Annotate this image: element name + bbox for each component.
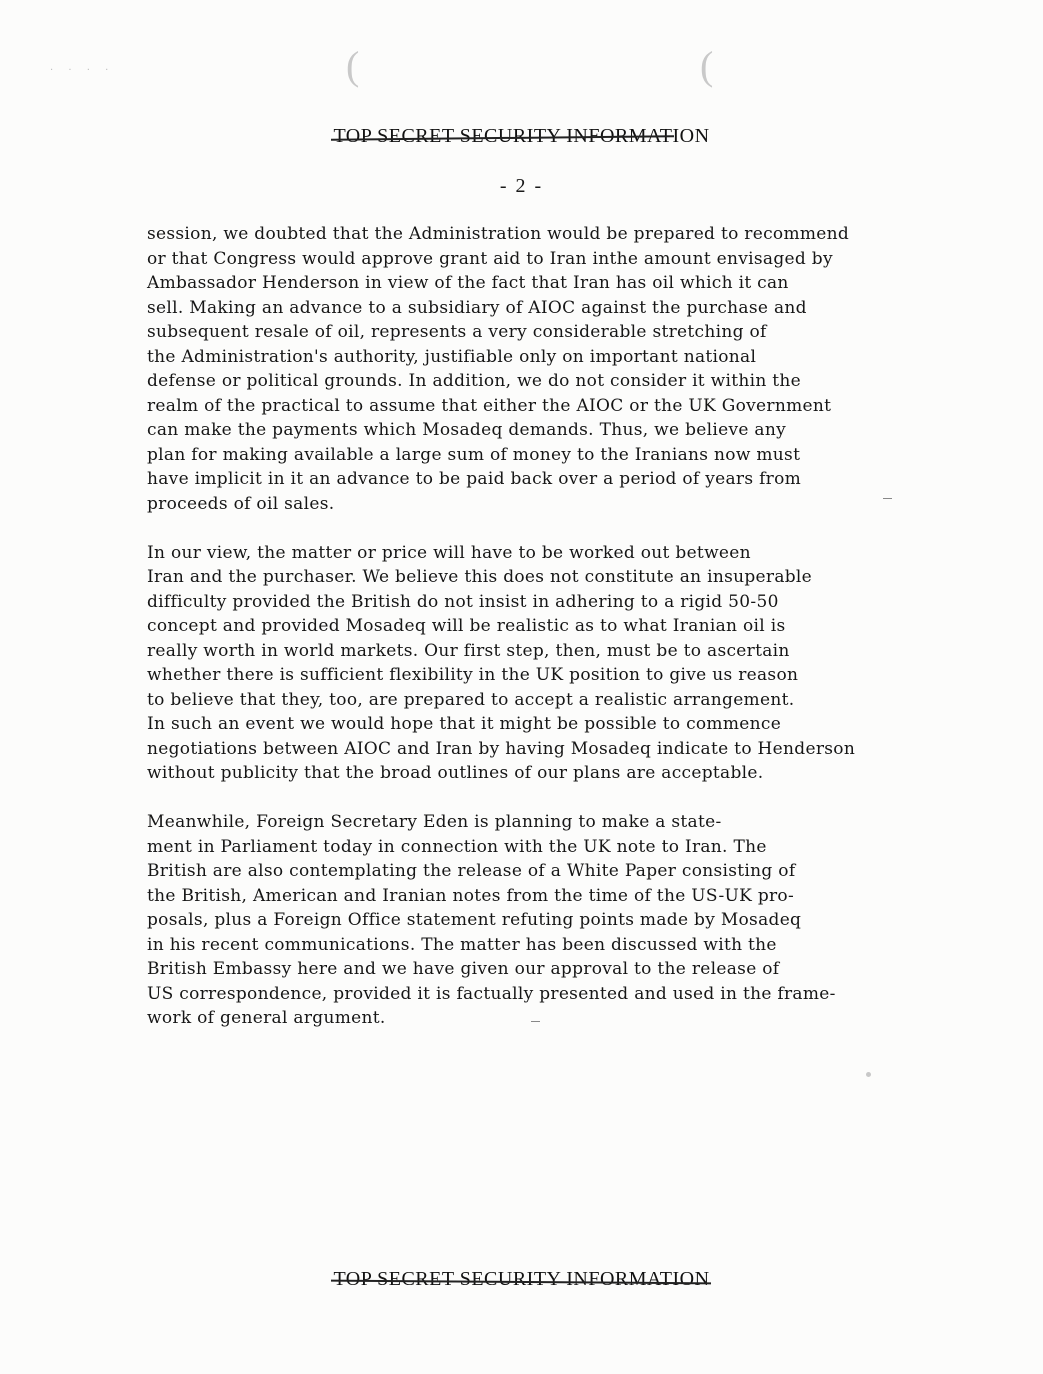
document-body <box>147 222 997 1055</box>
paragraph-3: Meanwhile, Foreign Secretary Eden is planning to make a state- ment in Parliament today in connection with the UK note to Iran. The British are also contemplating the release of a White Paper consisting of the British, American and Iranian notes from the time of the US-UK pro- posals, plus a Foreign Office statement refuting points made by Mosadeq in his recent communications. The matter has been discussed with the British Embassy here and we have given our approval to the release of US correspondence, provided it is factually presented and used in the frame- work of general argument. <box>147 812 836 1028</box>
punch-hole-mark-left: ( <box>346 43 360 88</box>
footer-classification <box>0 1268 1043 1291</box>
punch-hole-mark-right: ( <box>700 43 714 88</box>
stray-mark <box>531 1021 540 1022</box>
struck-classification-text: TOP SECRET SECURITY INFORMATION <box>333 1268 710 1290</box>
paragraph-1: session, we doubted that the Administration would be prepared to recommend or that Congress would approve grant aid to Iran inthe amount envisaged by Ambassador Henderson in view of the fact that Iran has oil which it can sell. Making an advance to a subsidiary of AIOC against the purchase and subsequent resale of oil, represents a very considerable stretching of the Administration's authority, justifiable only on important national defense or political grounds. In addition, we do not consider it within the realm of the practical to assume that either the AIOC or the UK Government can make the payments which Mosadeq demands. Thus, we believe any plan for making available a large sum of money to the Iranians now must have implicit in it an advance to be paid back over a period of years from proceeds of oil sales. <box>147 224 850 514</box>
struck-classification-text: TOP SECRET SECURITY INFORMAT <box>333 125 673 147</box>
scan-specks: . . . . <box>50 62 115 73</box>
stray-dot <box>866 1072 871 1077</box>
classification-suffix: ION <box>672 125 710 147</box>
header-classification <box>0 125 1043 148</box>
paragraph-2: In our view, the matter or price will have to be worked out between Iran and the purchaser. We believe this does not constitute an insuperable difficulty provided the British do not insist in adhering to a rigid 50-50 concept and provided Mosadeq will be realistic as to what Iranian oil is really worth in world markets. Our first step, then, must be to ascertain whether there is sufficient flexibility in the UK position to give us reason to believe that they, too, are prepared to accept a realistic arrangement. In such an event we would hope that it might be possible to commence negotiations between AIOC and Iran by having Mosadeq indicate to Henderson without publicity that the broad outlines of our plans are acceptable. <box>147 542 856 783</box>
page-number: - 2 - <box>499 175 544 197</box>
stray-mark <box>883 498 892 499</box>
